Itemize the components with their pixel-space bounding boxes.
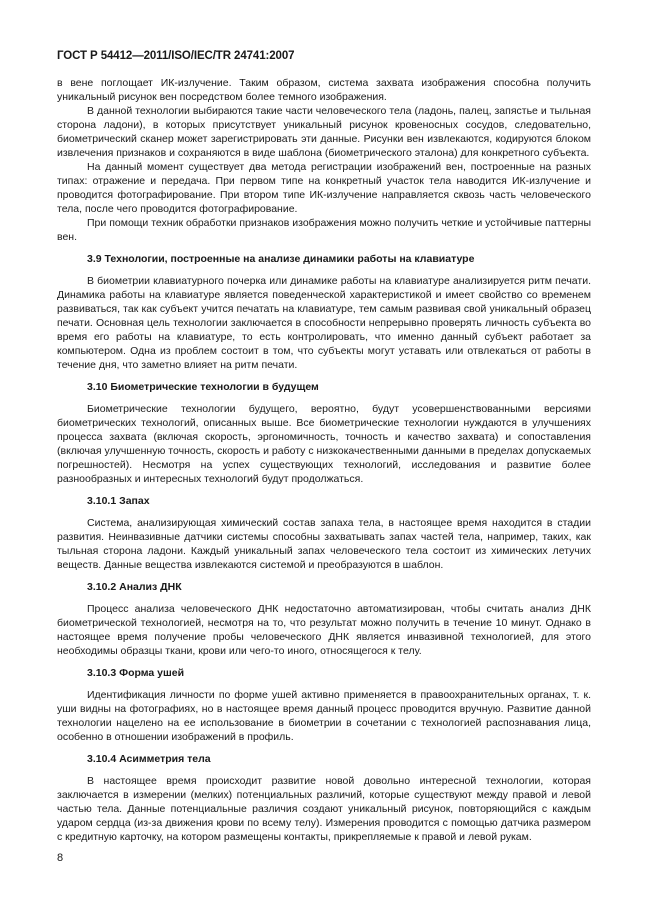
- paragraph: Идентификация личности по форме ушей активно применяется в правоохранительных органах, т. к. уши видны на фотографиях, но в настоящее время данный процесс проводится вручную. Развитие данной технологии нацелено на ее использование в биометрии в сочетании с технологией распознавания лица, особенно в отношении изображений в профиль.: [57, 689, 591, 743]
- paragraph: В данной технологии выбираются такие части человеческого тела (ладонь, палец, запястье и тыльная сторона ладони), в которых присутствует уникальный рисунок кровеносных сосудов, следовательно, биометрический сканер может зарегистрировать эти данные. Рисунки вен извлекаются, кодируются блоком извлечения признаков и сохраняются в виде шаблона (биометрического эталона) для конкретного субъекта.: [57, 105, 591, 159]
- section-heading-3-10-2: 3.10.2 Анализ ДНК: [87, 581, 182, 593]
- paragraph: В настоящее время происходит развитие новой довольно интересной технологии, которая заключается в измерении (мелких) потенциальных различий, которые существуют между правой и левой частью тела. Данные потенциальные различия создают уникальный рисунок, повторяющийся с каждым ударом сердца (из-за движения крови по всему телу). Измерения проводится с помощью датчика размером с кредитную карточку, на котором размещены контакты, прикрепляемые к правой и левой рукам.: [57, 775, 591, 843]
- document-body: [57, 76, 591, 844]
- paragraph: На данный момент существует два метода регистрации изображений вен, построенные на разных типах: отражение и передача. При первом типе на конкретный участок тела наводится ИК-излучение и проводится фотографирование. При втором типе ИК-излучение направляется сквозь часть человеческого тела, после чего проводится фотографирование.: [57, 161, 591, 215]
- paragraph: При помощи техник обработки признаков изображения можно получить четкие и устойчивые паттерны вен.: [57, 217, 591, 243]
- paragraph: Биометрические технологии будущего, вероятно, будут усовершенствованными версиями биометрических технологий, описанных выше. Все биометрические технологии нуждаются в улучшениях процесса захвата (включая скорость, эргономичность, точность и качество захвата) и сопоставления (включая улучшенную точность, скорость и работу с низкокачественными данными в пределах допускаемых погрешностей). Несмотря на успех существующих технологий, исследования и развитие более разнообразных и интересных технологий будут продолжаться.: [57, 403, 591, 485]
- page-number: 8: [57, 852, 64, 864]
- paragraph: Процесс анализа человеческого ДНК недостаточно автоматизирован, чтобы считать анализ ДНК биометрической технологией, несмотря на то, что результат можно получить в течение 10 минут. Однако в настоящее время получение пробы человеческого ДНК является инвазивной технологией, для этого необходимы образцы ткани, крови или чего-то иного, относящегося к телу.: [57, 603, 591, 657]
- section-heading-3-9: 3.9 Технологии, построенные на анализе динамики работы на клавиатуре: [87, 253, 475, 265]
- document-header: ГОСТ Р 54412—2011/ISO/IEC/TR 24741:2007: [57, 50, 295, 62]
- section-heading-3-10: 3.10 Биометрические технологии в будущем: [87, 381, 319, 393]
- paragraph: в вене поглощает ИК-излучение. Таким образом, система захвата изображения способна получить уникальный рисунок вен посредством более темного изображения.: [57, 77, 591, 103]
- paragraph: В биометрии клавиатурного почерка или динамике работы на клавиатуре анализируется ритм печати. Динамика работы на клавиатуре является поведенческой характеристикой и имеет свойство со временем развиваться, так как субъект учится печатать на клавиатуре, тем самым развивая свой уникальный образец печати. Основная цель технологии заключается в способности непрерывно проверять личность субъекта во время его работы на клавиатуре, то есть контролировать, что именно данный субъект работает за компьютером. Одна из проблем состоит в том, что субъекты могут уставать или отвлекаться от работы в течение дня, что заметно влияет на ритм печати.: [57, 275, 591, 371]
- section-heading-3-10-1: 3.10.1 Запах: [87, 495, 150, 507]
- paragraph: Система, анализирующая химический состав запаха тела, в настоящее время находится в стадии развития. Неинвазивные датчики системы способны захватывать запах частей тела, например, таких, как тыльная сторона ладони. Каждый уникальный запах человеческого тела состоит из химических летучих веществ. Данные вещества извлекаются системой и преобразуются в шаблон.: [57, 517, 591, 571]
- section-heading-3-10-3: 3.10.3 Форма ушей: [87, 667, 185, 679]
- section-heading-3-10-4: 3.10.4 Асимметрия тела: [87, 753, 211, 765]
